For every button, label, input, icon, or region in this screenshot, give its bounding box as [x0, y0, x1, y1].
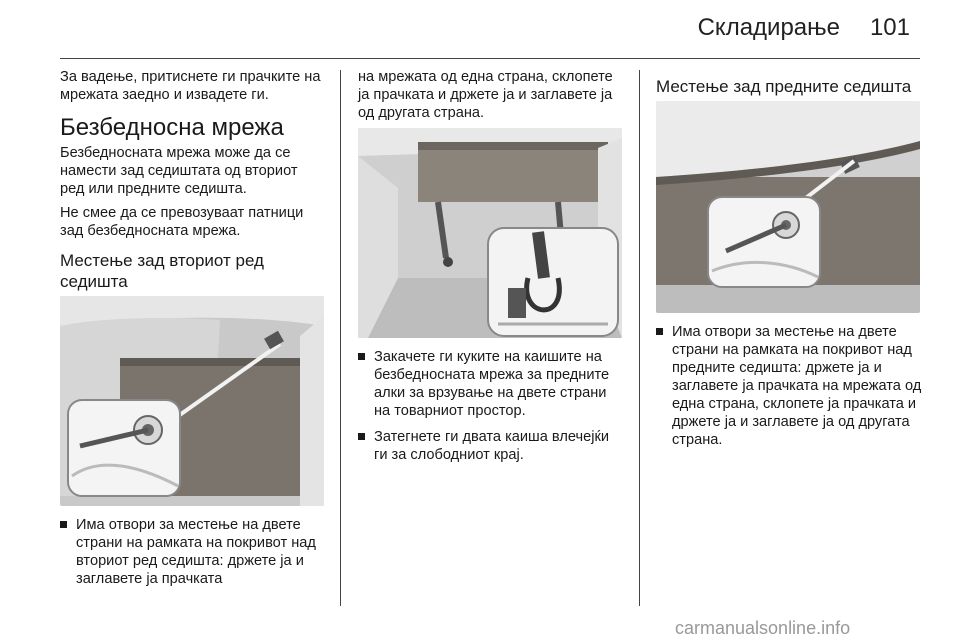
bullet-text: Затегнете ги двата каиша влечејќи ги за слободниот крај.: [374, 429, 609, 463]
bullet-text: Закачете ги куките на каишите на безбедносната мрежа за предните алки за врзување на двете страни на товарниот простор.: [374, 349, 610, 419]
illustration-strap-hooks: [358, 128, 622, 338]
column-1: [60, 68, 326, 596]
bullet-marker: [358, 433, 365, 440]
paragraph-1: Безбедносната мрежа може да се намести зад седиштата од вториот ред или предните седишта.: [60, 145, 298, 197]
bullet-text: Има отвори за местење на двете страни на рамката на покривот над вториот ред седишта: држете ја и заглавете ја прачката: [76, 517, 316, 587]
column-divider-2: [639, 70, 640, 606]
bullet-marker: [358, 353, 365, 360]
illustration-second-row-net: [60, 296, 324, 506]
bullet-second-row: [60, 516, 326, 588]
illustration-front-seats-net: [656, 101, 920, 313]
bullet-hooks: [358, 348, 624, 420]
continued-text: на мрежата од една страна, склопете ја прачката и држете ја и заглавете ја од другата страна.: [358, 69, 613, 121]
section-heading: Безбедносна мрежа: [60, 114, 284, 141]
header-title: Складирање: [697, 14, 840, 41]
bullet-tighten: [358, 428, 624, 464]
column-divider-1: [340, 70, 341, 606]
watermark: carmanualsonline.info: [675, 618, 851, 638]
intro-text: За вадење, притиснете ги прачките на мрежата заедно и извадете ги.: [60, 69, 321, 103]
bullet-text: Има отвори за местење на двете страни на рамката на покривот над предните седишта: држете ја и заглавете ја прачката на мрежата од една страна, склопете ја прачката и држете ја и заглавете ја од другата страна.: [672, 324, 922, 448]
bullet-front-seats: [656, 323, 922, 449]
page-number: 101: [869, 14, 910, 41]
subheading-second-row: Местење зад вториот ред седишта: [60, 251, 264, 291]
column-2: [358, 68, 624, 472]
paragraph-2: Не смее да се превозуваат патници зад безбедносната мрежа.: [60, 205, 304, 239]
header-rule: [60, 58, 920, 59]
subheading-front-seats: Местење зад предните седишта: [656, 77, 912, 96]
bullet-marker: [60, 521, 67, 528]
column-3: [656, 68, 922, 457]
bullet-marker: [656, 328, 663, 335]
